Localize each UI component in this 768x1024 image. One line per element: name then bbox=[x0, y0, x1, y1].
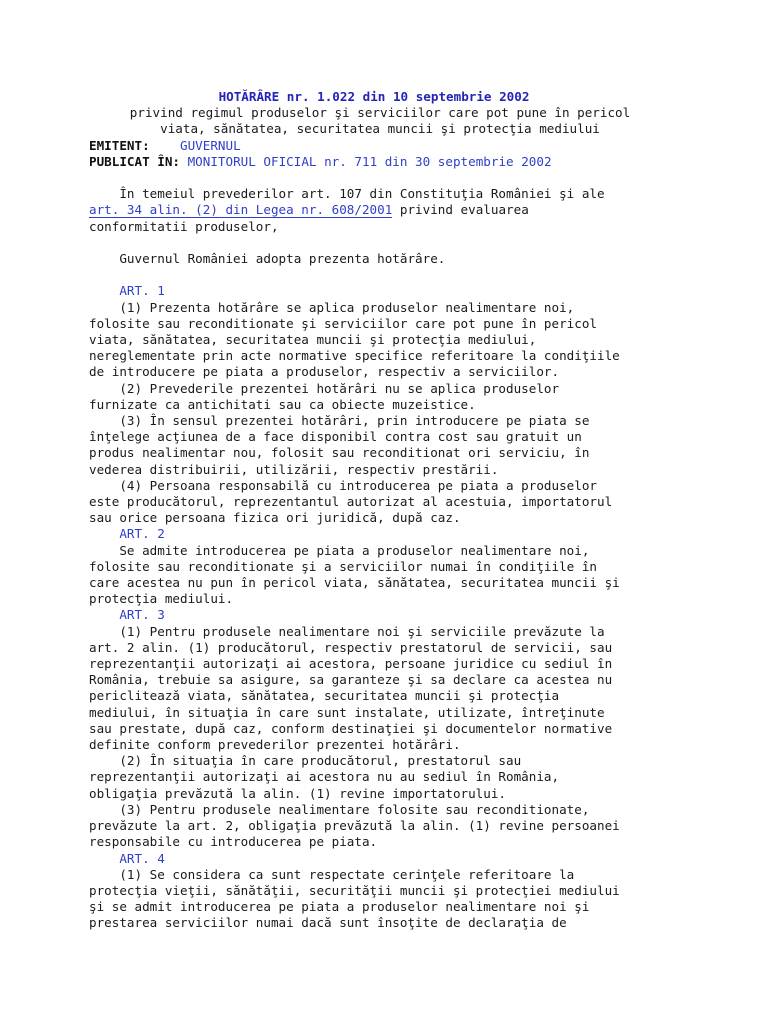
article-line: prevăzute la art. 2, obligaţia prevăzută la alin. (1) revine persoanei bbox=[89, 818, 620, 834]
article-4-heading: ART. 4 bbox=[119, 850, 165, 866]
spacer bbox=[89, 235, 748, 251]
article-line: (1) Pentru produsele nealimentare noi şi serviciile prevăzute la bbox=[89, 623, 605, 639]
article-line: (2) Prevederile prezentei hotărâri nu se aplica produselor bbox=[89, 380, 560, 396]
spacer bbox=[89, 170, 748, 186]
article-4-body bbox=[89, 867, 748, 932]
article-line: care acestea nu pun în pericol viata, sănătatea, securitatea muncii şi bbox=[89, 575, 620, 591]
preamble-line-1: În temeiul prevederilor art. 107 din Constituţia României şi ale bbox=[89, 186, 605, 202]
article-line: (3) Pentru produsele nealimentare folosite sau reconditionate, bbox=[89, 801, 590, 817]
article-line: definite conform prevederilor prezentei hotărâri. bbox=[89, 737, 461, 753]
article-line: Se admite introducerea pe piata a produselor nealimentare noi, bbox=[89, 542, 590, 558]
article-line: vederea distribuirii, utilizării, respectiv prestării. bbox=[89, 461, 499, 477]
article-3-body bbox=[89, 624, 748, 851]
publicat-row bbox=[89, 154, 748, 170]
article-line: viata, sănătatea, securitatea muncii şi protecţia mediului, bbox=[89, 332, 537, 347]
preamble-line-2-rest: privind evaluarea bbox=[392, 202, 529, 218]
preamble-line-3: conformitatii produselor, bbox=[89, 218, 279, 234]
article-line: este producătorul, reprezentantul autorizat al acestuia, importatorul bbox=[89, 494, 613, 510]
article-line: obligaţia prevăzută la alin. (1) revine importatorului. bbox=[89, 785, 507, 801]
article-1-body bbox=[89, 300, 748, 527]
article-line: nereglementate prin acte normative specifice referitoare la condiţiile bbox=[89, 348, 620, 364]
article-line: prestarea serviciilor numai dacă sunt însoţite de declaraţia de bbox=[89, 915, 567, 931]
article-line: furnizate ca antichitati sau ca obiecte muzeistice. bbox=[89, 396, 476, 412]
article-line: (2) În situaţia în care producătorul, prestatorul sau bbox=[89, 753, 522, 769]
article-line: şi se admit introducerea pe piata a produselor nealimentare noi şi bbox=[89, 899, 590, 915]
article-2-heading: ART. 2 bbox=[119, 526, 165, 542]
emitent-row bbox=[89, 138, 748, 154]
article-line: produs nealimentar nou, folosit sau reconditionat ori serviciu, în bbox=[89, 445, 590, 461]
article-line: reprezentanţii autorizaţi ai acestora nu au sediul în România, bbox=[89, 769, 560, 785]
article-line: (1) Prezenta hotărâre se aplica produselor nealimentare noi, bbox=[89, 299, 575, 315]
document-subtitle-line-2: viata, sănătatea, securitatea muncii şi protecţia mediului bbox=[160, 121, 600, 137]
emitent-label: EMITENT: bbox=[89, 137, 150, 153]
article-line: art. 2 alin. (1) producătorul, respectiv prestatorul de servicii, sau bbox=[89, 639, 613, 655]
article-line: folosite sau reconditionate şi serviciilor care pot pune în pericol bbox=[89, 315, 597, 331]
article-line: sau prestate, după caz, conform destinaţiei şi documentelor normative bbox=[89, 720, 613, 736]
article-line: (4) Persoana responsabilă cu introducerea pe piata a produselor bbox=[89, 477, 597, 493]
article-3-heading: ART. 3 bbox=[119, 607, 165, 623]
law-reference-link[interactable]: art. 34 alin. (2) din Legea nr. 608/2001 bbox=[89, 202, 393, 218]
publicat-label: PUBLICAT ÎN: bbox=[89, 153, 180, 169]
article-1-heading: ART. 1 bbox=[119, 283, 165, 299]
article-line: protecţia vieţii, sănătăţii, securităţii muncii şi protecţiei mediului bbox=[89, 882, 620, 898]
publicat-value: MONITORUL OFICIAL nr. 711 din 30 septembrie 2002 bbox=[187, 153, 552, 169]
article-line: folosite sau reconditionate şi a serviciilor numai în condiţiile în bbox=[89, 558, 597, 574]
article-line: responsabile cu introducerea pe piata. bbox=[89, 834, 378, 850]
article-2-body bbox=[89, 543, 748, 608]
document-title: HOTĂRÂRE nr. 1.022 din 10 septembrie 2002 bbox=[218, 89, 530, 104]
preamble-line-2 bbox=[89, 202, 748, 218]
spacer bbox=[89, 267, 748, 283]
article-line: mediului, în situaţia în care sunt instalate, utilizate, întreţinute bbox=[89, 704, 605, 720]
article-line: (3) În sensul prezentei hotărâri, prin introducere pe piata se bbox=[89, 413, 590, 429]
emitent-value: GUVERNUL bbox=[180, 137, 241, 153]
article-line: România, trebuie sa asigure, sa garanteze şi sa declare ca acestea nu bbox=[89, 672, 613, 688]
document-subtitle-line-1: privind regimul produselor şi serviciilor care pot pune în pericol bbox=[129, 105, 631, 121]
article-line: protecţia mediului. bbox=[89, 591, 234, 607]
article-line: periclitează viata, sănătatea, securitatea muncii şi protecţia bbox=[89, 688, 560, 704]
article-line: înţelege acţiunea de a face disponibil contra cost sau gratuit un bbox=[89, 429, 582, 445]
adoption-statement: Guvernul României adopta prezenta hotărâre. bbox=[89, 251, 446, 266]
article-line: reprezentanţii autorizaţi ai acestora, persoane juridice cu sediul în bbox=[89, 656, 613, 672]
article-line: (1) Se considera ca sunt respectate cerinţele referitoare la bbox=[89, 866, 575, 882]
article-line: sau orice persoana fizica ori juridică, după caz. bbox=[89, 510, 461, 526]
article-line: de introducere pe piata a produselor, respectiv a serviciilor. bbox=[89, 364, 560, 380]
